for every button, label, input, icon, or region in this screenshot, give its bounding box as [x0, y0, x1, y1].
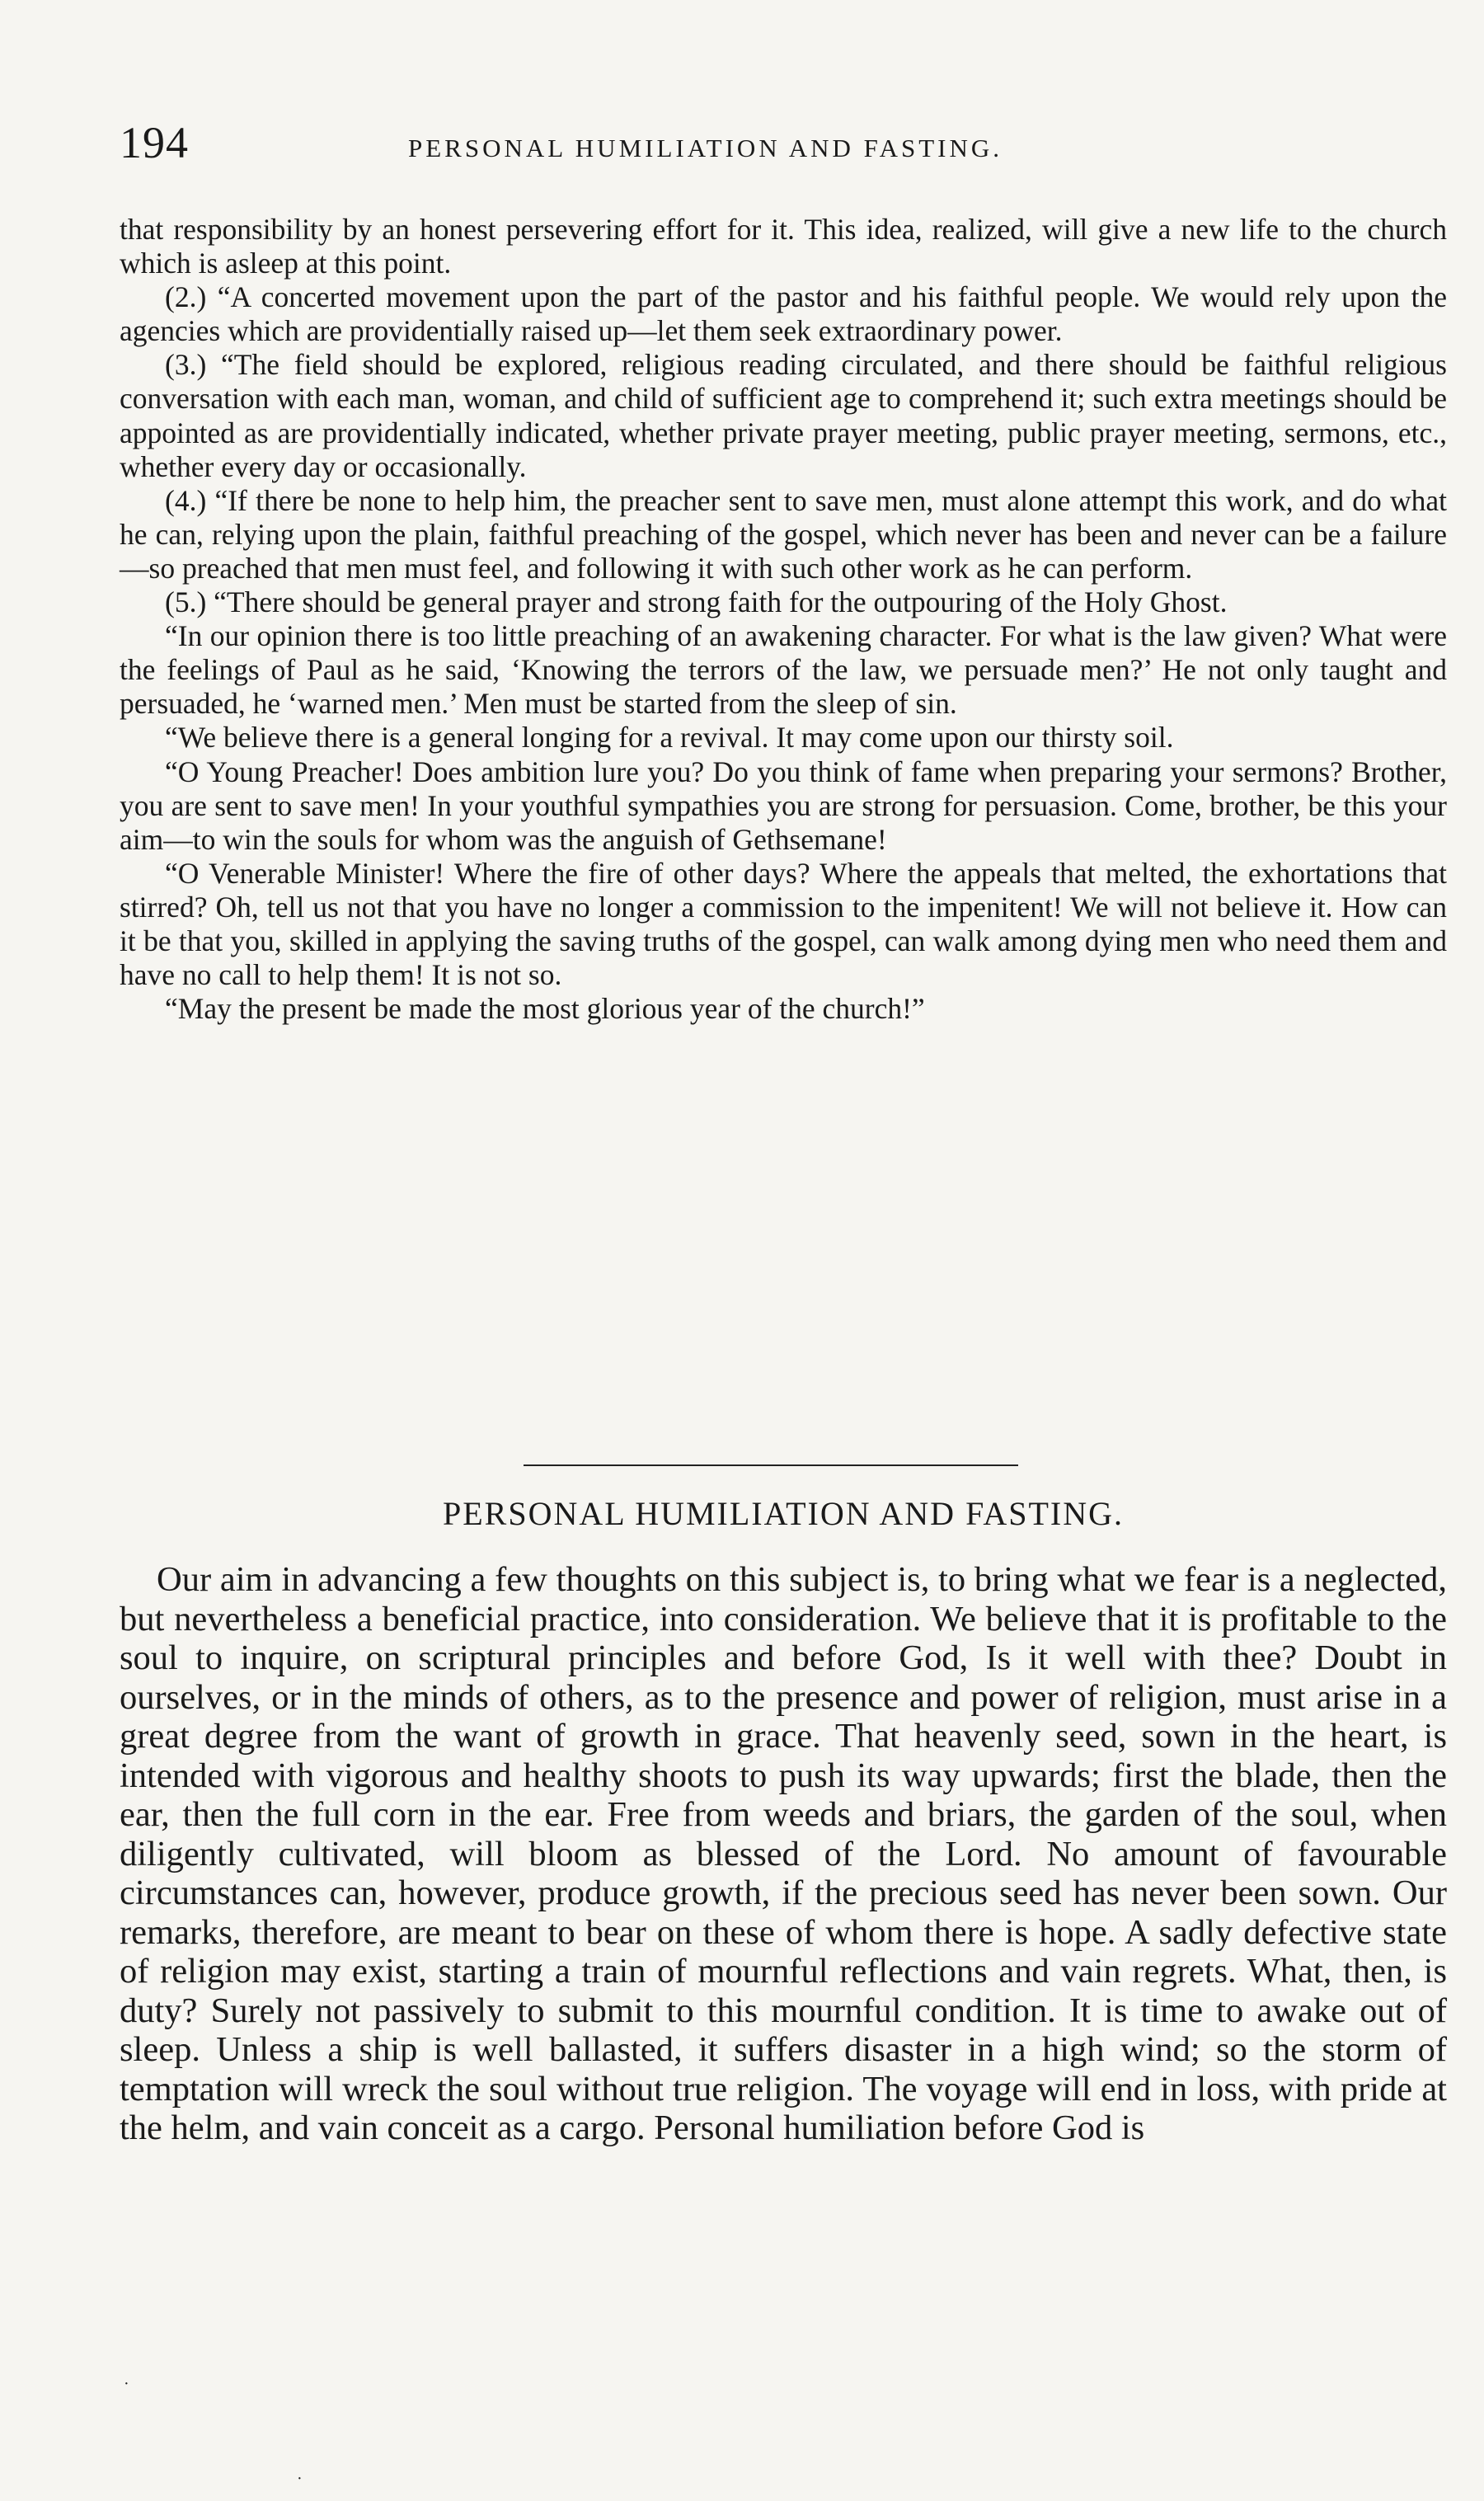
paragraph: (4.) “If there be none to help him, the preacher sent to save men, must alone attempt this work, and do what he can, relying upon the plain, faithful preaching of the gospel, which never has been and never can be a failure—so preached that men must feel, and following it with such other work as he can perform.: [120, 483, 1447, 585]
paragraph: that responsibility by an honest persevering effort for it. This idea, realized, will give a new life to the church which is asleep at this point.: [120, 213, 1447, 280]
section-title: PERSONAL HUMILIATION AND FASTING.: [443, 1495, 1124, 1532]
paragraph: “In our opinion there is too little preaching of an awakening character. For what is the law given? What were the feelings of Paul as he said, ‘Knowing the terrors of the law, we persuade men?’ He not only taught and persuaded, he ‘warned men.’ Men must be started from the sleep of sin.: [120, 619, 1447, 721]
paragraph: “We believe there is a general longing for a revival. It may come upon our thirsty soil.: [165, 721, 1174, 755]
print-speck: ·: [297, 2470, 303, 2488]
running-head: PERSONAL HUMILIATION AND FASTING.: [408, 134, 1003, 162]
paragraph: (5.) “There should be general prayer and strong faith for the outpouring of the Holy Ghost.: [165, 585, 1228, 619]
paragraph: Our aim in advancing a few thoughts on this subject is, to bring what we fear is a neglected, but nevertheless a beneficial practice, into consideration. We believe that it is profitable to the soul to inquire, on scriptural principles and before God, Is it well with thee? Doubt in ourselves, or in the minds of others, as to the presence and power of religion, must arise in a great degree from the want of growth in grace. That heavenly seed, sown in the heart, is intended with vigorous and healthy shoots to push its way upwards; first the blade, then the ear, then the full corn in the ear. Free from weeds and briars, the garden of the soul, when diligently cultivated, will bloom as blessed of the Lord. No amount of favourable circumstances can, however, produce growth, if the precious seed has never been sown. Our remarks, therefore, are meant to bear on these of whom there is hope. A sadly defective state of religion may exist, starting a train of mournful reflections and vain regrets. What, then, is duty? Surely not passively to submit to this mournful condition. It is time to awake out of sleep. Unless a ship is well ballasted, it suffers disaster in a high wind; so the storm of temptation will wreck the soul without true religion. The voyage will end in loss, with pride at the helm, and vain conceit as a cargo. Personal humiliation before God is: [120, 1560, 1447, 2147]
paragraph: “O Young Preacher! Does ambition lure you? Do you think of fame when preparing your sermons? Brother, you are sent to save men! In your youthful sympathies you are strong for persuasion. Come, brother, be this your aim—to win the souls for whom was the anguish of Gethsemane!: [120, 755, 1447, 856]
quoted-recommendations: [120, 213, 1447, 1026]
section-divider: [524, 1464, 1018, 1466]
paragraph: (2.) “A concerted movement upon the part of the pastor and his faithful people. We would rely upon the agencies which are providentially raised up—let them seek extraordinary power.: [120, 280, 1447, 348]
article-body: [120, 1560, 1447, 2148]
paragraph: “May the present be made the most glorious year of the church!”: [165, 992, 925, 1026]
page-number: 194: [120, 118, 189, 167]
print-speck: ·: [124, 2375, 129, 2393]
paragraph: (3.) “The field should be explored, religious reading circulated, and there should be faithful religious conversation with each man, woman, and child of sufficient age to comprehend it; such extra meetings should be appointed as are providentially indicated, whether private prayer meeting, public prayer meeting, sermons, etc., whether every day or occasionally.: [120, 348, 1447, 483]
paragraph: “O Venerable Minister! Where the fire of other days? Where the appeals that melted, the exhortations that stirred? Oh, tell us not that you have no longer a commission to the impenitent! We will not believe it. How can it be that you, skilled in applying the saving truths of the gospel, can walk among dying men who need them and have no call to help them! It is not so.: [120, 856, 1447, 992]
page-header: [120, 117, 1447, 175]
